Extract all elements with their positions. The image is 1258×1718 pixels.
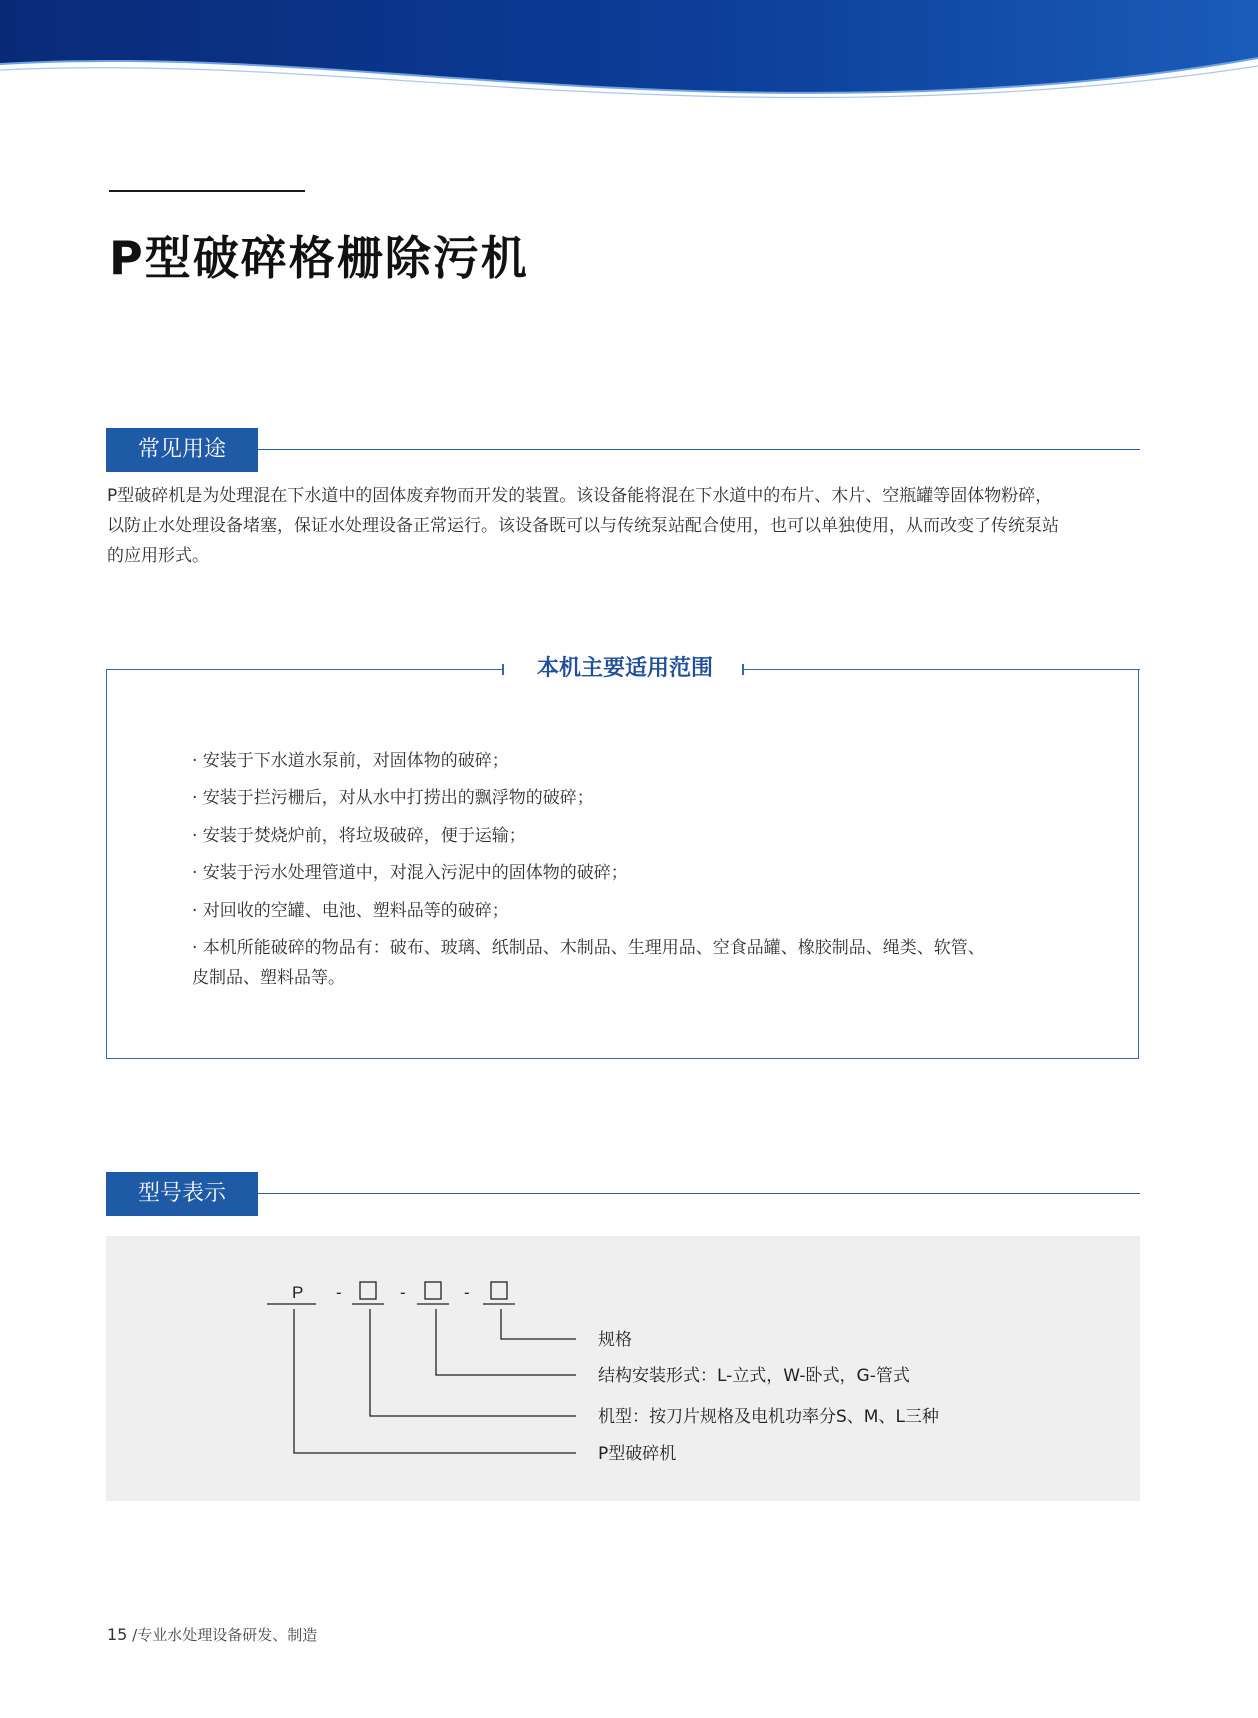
code-slot-box <box>360 1282 376 1299</box>
page-title: P型破碎格栅除污机 <box>109 231 529 285</box>
separator: - <box>464 1283 470 1302</box>
scope-box-border <box>106 669 502 670</box>
section-tab-usage: 常见用途 <box>106 428 258 472</box>
scope-list-item: · 安装于拦污栅后，对从水中打捞出的飘浮物的破碎； <box>192 788 594 808</box>
leader-line <box>436 1309 576 1375</box>
scope-list-item: · 安装于污水处理管道中，对混入污泥中的固体物的破碎； <box>192 863 628 883</box>
scope-list-item: · 对回收的空罐、电池、塑料品等的破碎； <box>192 901 509 921</box>
separator: - <box>400 1283 406 1302</box>
model-prefix: P <box>292 1283 304 1302</box>
scope-list-item: · 本机所能破碎的物品有：破布、玻璃、纸制品、木制品、生理用品、空食品罐、橡胶制品、绳类、软管、 <box>192 938 985 958</box>
scope-list-item: · 安装于焚烧炉前，将垃圾破碎，便于运输； <box>192 826 526 846</box>
separator: - <box>336 1283 342 1302</box>
section-tab-model: 型号表示 <box>106 1172 258 1216</box>
title-rule <box>109 190 305 192</box>
leader-line <box>370 1309 576 1416</box>
page-footer <box>107 1624 317 1645</box>
scope-title-tick <box>502 664 504 675</box>
usage-paragraph-line: P型破碎机是为处理混在下水道中的固体废弃物而开发的装置。该设备能将混在下水道中的布片、木片、空瓶罐等固体物粉碎， <box>107 486 1053 506</box>
scope-box-border <box>744 669 1140 670</box>
section-divider <box>258 1193 1140 1194</box>
label-spec: 规格 <box>598 1330 632 1350</box>
page-number: 15 <box>107 1625 128 1644</box>
label-product: P型破碎机 <box>598 1444 677 1464</box>
header-wave-banner <box>0 0 1258 110</box>
code-slot-box <box>491 1282 507 1299</box>
code-slot-box <box>425 1282 441 1299</box>
footer-text: /专业水处理设备研发、制造 <box>132 1626 318 1644</box>
section-divider <box>258 449 1140 450</box>
scope-title-tick <box>742 664 744 675</box>
label-structure: 结构安装形式：L-立式，W-卧式，G-管式 <box>598 1366 910 1386</box>
usage-paragraph-line: 的应用形式。 <box>107 546 209 566</box>
leader-line <box>294 1309 576 1453</box>
scope-list-item: · 安装于下水道水泵前，对固体物的破碎； <box>192 751 509 771</box>
model-code-diagram <box>106 1236 1140 1501</box>
scope-list-item: 皮制品、塑料品等。 <box>192 968 345 988</box>
label-machine-type: 机型：按刀片规格及电机功率分S、M、L三种 <box>598 1407 939 1427</box>
leader-line <box>501 1309 576 1339</box>
scope-box-title: 本机主要适用范围 <box>536 656 713 681</box>
usage-paragraph-line: 以防止水处理设备堵塞，保证水处理设备正常运行。该设备既可以与传统泵站配合使用，也可以单独使用，从而改变了传统泵站 <box>107 516 1059 536</box>
